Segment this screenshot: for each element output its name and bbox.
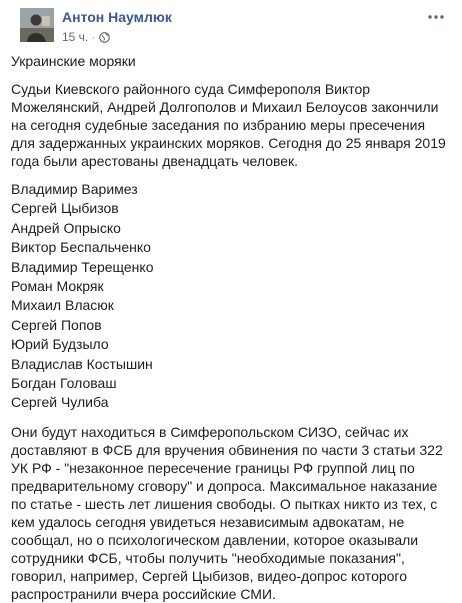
post-title: Украинские моряки xyxy=(11,53,136,69)
names-list xyxy=(11,180,452,413)
author-name[interactable]: Антон Наумлюк xyxy=(62,9,172,25)
list-item: Владимир Терещенко xyxy=(11,258,154,275)
post-paragraph-1: Судьи Киевского районного суда Симферополя Виктор Можелянский, Андрей Долгополов и Михаил Белоусов закончили на сегодня судебные заседания по избранию меры пресечения для задержанных украинских моряков. Сегодня до 25 января 2019 года были арестованы двенадцать человек. xyxy=(11,81,446,169)
meta-separator: · xyxy=(91,30,96,44)
list-item: Сергей Попов xyxy=(11,316,102,333)
post-meta xyxy=(62,30,110,44)
more-options-icon[interactable] xyxy=(424,8,448,26)
list-item: Михаил Власюк xyxy=(11,297,114,314)
list-item: Сергей Цыбизов xyxy=(11,200,119,217)
avatar-photo-icon xyxy=(20,8,54,42)
post-time[interactable]: 15 ч. xyxy=(62,30,89,44)
list-item: Юрий Будзыло xyxy=(11,336,109,353)
list-item: Роман Мокряк xyxy=(11,278,104,295)
list-item: Виктор Беспальченко xyxy=(11,239,151,256)
list-item: Владимир Варимез xyxy=(11,181,138,197)
post-paragraph-2: Они будут находиться в Симферопольском СИЗО, сейчас их доставляют в ФСБ для вручения обвинения по части 3 статьи 322 УК РФ - "незаконное пересечение границы РФ группой лиц по предварительному сговору" и допроса. Максимальное наказание по статье - шесть лет лишения свободы. О пытках никто из тех, с кем удалось сегодня увидеться независимым адвокатам, не сообщал, но о психологическом давлении, которое оказывали сотрудники ФСБ, чтобы получить "необходимые показания", говорил, например, Сергей Цыбизов, видео-допрос которого распространили вчера российские СМИ. xyxy=(11,423,443,602)
author-avatar[interactable] xyxy=(20,8,54,42)
globe-icon[interactable] xyxy=(99,32,110,43)
list-item: Сергей Чулиба xyxy=(11,394,109,411)
list-item: Андрей Опрыско xyxy=(11,219,121,236)
list-item: Владислав Костышин xyxy=(11,355,153,372)
post-body xyxy=(10,52,452,603)
list-item: Богдан Головаш xyxy=(11,375,117,392)
post-header xyxy=(10,0,452,48)
